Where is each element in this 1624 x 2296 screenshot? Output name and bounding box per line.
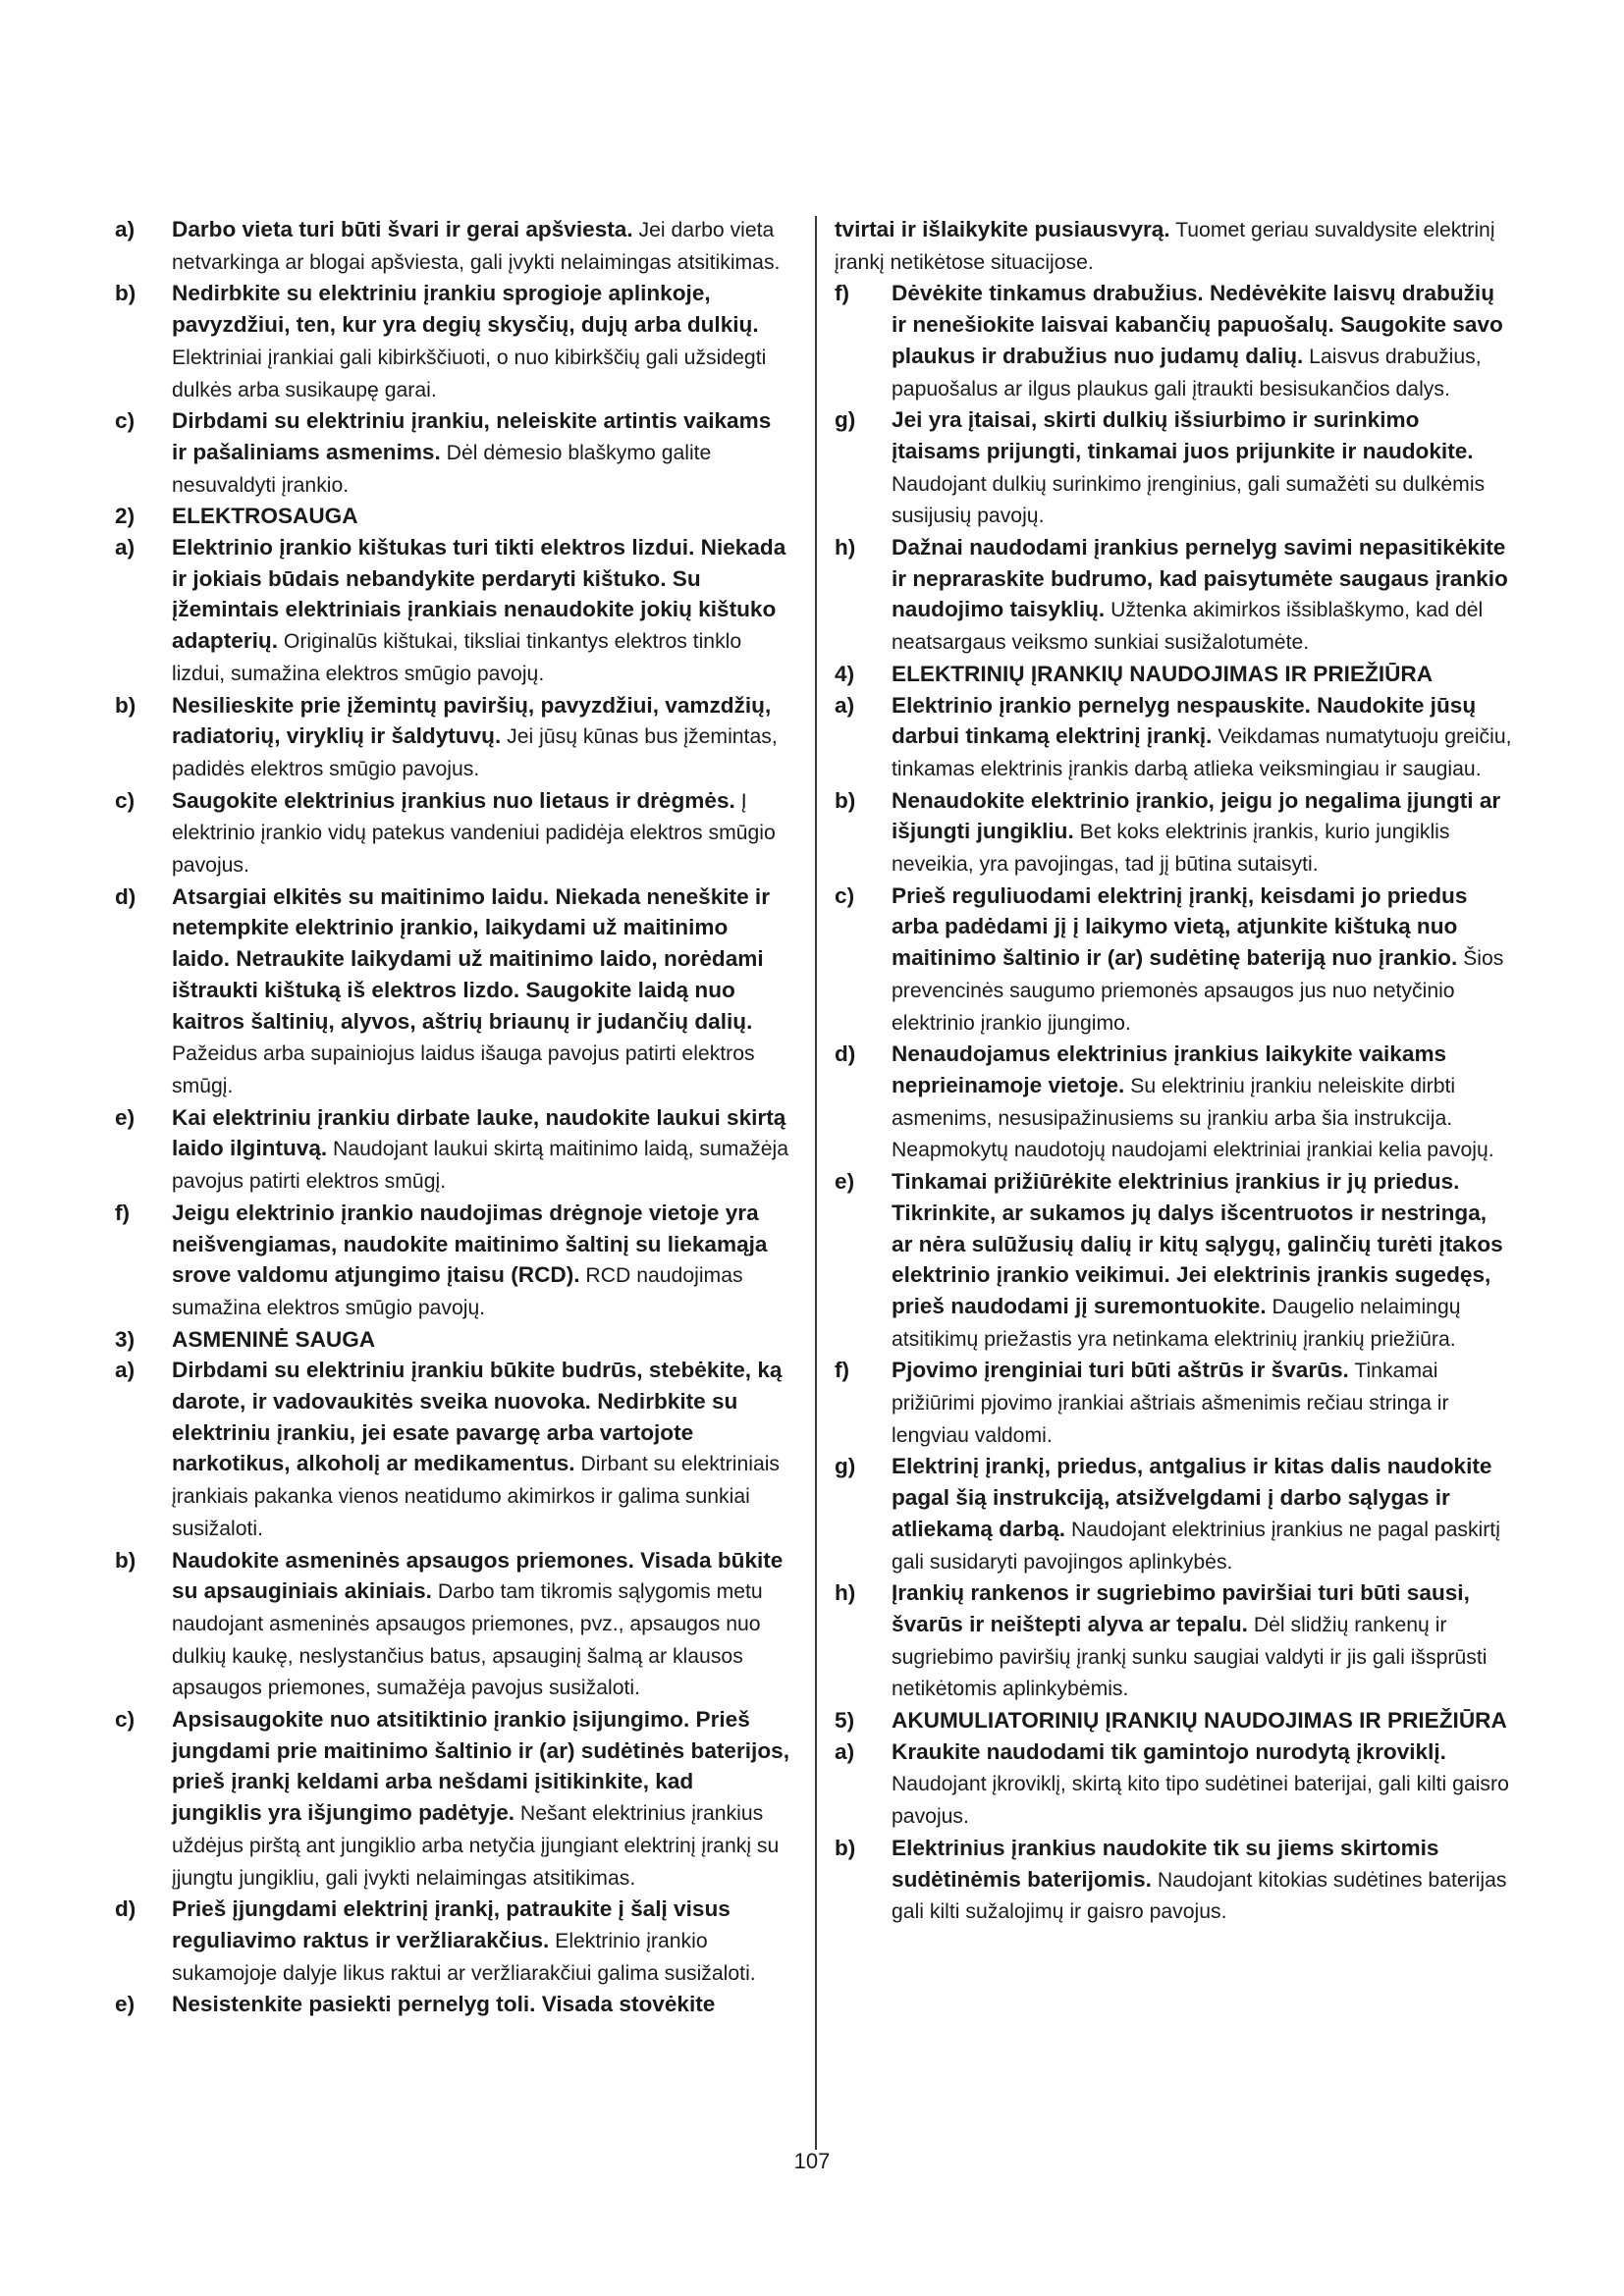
section-heading: 3) ASMENINĖ SAUGA bbox=[115, 1326, 376, 1352]
list-item: a) Elektrinio įrankio pernelyg nespauskite. Naudokite jūsų darbui tinkamą elektrinį įrankį. Veikdamas numatytuoju greičiu, tinkamas elektrinis įrankis darbą atlieka veiksmingiau ir saugiau. bbox=[835, 692, 1512, 780]
list-item: e) Nesistenkite pasiekti pernelyg toli. Visada stovėkite bbox=[115, 1992, 716, 2017]
list-item: b) Elektrinius įrankius naudokite tik su jiems skirtomis sudėtinėmis baterijomis. Naudojant kitokias sudėtines baterijas gali kilti sužalojimų ir gaisro pavojus. bbox=[835, 1835, 1507, 1924]
list-item: d) Nenaudojamus elektrinius įrankius laikykite vaikams neprieinamoje vietoje. Su elektriniu įrankiu neleiskite dirbti asmenims, nesusipažinusiems su įrankiu arba šia instrukcija. Neapmokytų naudotojų naudojami elektriniai įrankiai kelia pavojų. bbox=[835, 1041, 1494, 1162]
list-item: f) Dėvėkite tinkamus drabužius. Nedėvėkite laisvų drabužių ir nenešiokite laisvai kabančių papuošalų. Saugokite savo plaukus ir drabužius nuo judamų dalių. Laisvus drabužius, papuošalus ar ilgus plaukus gali įtraukti besisukančios dalys. bbox=[835, 281, 1503, 400]
list-item: b) Nenaudokite elektrinio įrankio, jeigu jo negalima įjungti ar išjungti jungikliu. Bet koks elektrinis įrankis, kurio jungiklis neveikia, yra pavojingas, tad jį būtina sutaisyti. bbox=[835, 787, 1501, 877]
list-item: f) Jeigu elektrinio įrankio naudojimas drėgnoje vietoje yra neišvengiamas, naudokite maitinimo šaltinį su liekamąja srove valdomu atjungimo įtaisu (RCD). RCD naudojimas sumažina elektros smūgio pavojų. bbox=[115, 1200, 768, 1319]
list-item: c) Saugokite elektrinius įrankius nuo lietaus ir drėgmės. Į elektrinio įrankio vidų patekus vandeniui padidėja elektros smūgio pavojus. bbox=[115, 787, 776, 878]
section-heading: 2) ELEKTROSAUGA bbox=[115, 504, 358, 529]
list-item: h) Įrankių rankenos ir sugriebimo paviršiai turi būti sausi, švarūs ir neištepti alyva ar tepalu. Dėl slidžių rankenų ir sugriebimo paviršių įrankį sunku saugiai valdyti ir jis gali išsprūsti netikėtomis aplinkybėmis. bbox=[835, 1580, 1488, 1701]
list-item: e) Kai elektriniu įrankiu dirbate lauke, naudokite laukui skirtą laido ilgintuvą. Naudojant laukui skirtą maitinimo laidą, sumažėja pavojus patirti elektros smūgį. bbox=[115, 1104, 789, 1194]
list-item: c) Dirbdami su elektriniu įrankiu, neleiskite artintis vaikams ir pašaliniams asmenims. Dėl dėmesio blaškymo galite nesuvaldyti įrankio. bbox=[115, 408, 772, 497]
page-number: 107 bbox=[793, 2149, 831, 2173]
section-heading: 4) ELEKTRINIŲ ĮRANKIŲ NAUDOJIMAS IR PRIEŽIŪRA bbox=[835, 661, 1434, 686]
right-column bbox=[835, 214, 1512, 1928]
left-column bbox=[115, 214, 789, 2021]
section-heading: 5) AKUMULIATORINIŲ ĮRANKIŲ NAUDOJIMAS IR PRIEŽIŪRA bbox=[835, 1708, 1507, 1734]
list-item: a) Dirbdami su elektriniu įrankiu būkite budrūs, stebėkite, ką darote, ir vadovaukitės sveika nuovoka. Nedirbkite su elektriniu įrankiu, jei esate pavargę arba vartojote narkotikus, alkoholį ar medikamentus. Dirbant su elektriniais įrankiais pakanka vienos neatidumo akimirkos ir galima sunkiai susižaloti. bbox=[115, 1358, 783, 1540]
list-item: a) Kraukite naudodami tik gamintojo nurodytą įkroviklį. Naudojant įkroviklį, skirtą kito tipo sudėtinei baterijai, gali kilti gaisro pavojus. bbox=[835, 1738, 1509, 1829]
list-item: a) Darbo vieta turi būti švari ir gerai apšviesta. Jei darbo vieta netvarkinga ar blogai apšviesta, gali įvykti nelaimingas atsitikimas. bbox=[115, 217, 781, 274]
column-divider bbox=[815, 216, 817, 2150]
list-item: c) Prieš reguliuodami elektrinį įrankį, keisdami jo priedus arba padėdami jį į laikymo vietą, atjunkite kištuką nuo maitinimo šaltinio ir (ar) sudėtinę bateriją nuo įrankio. Šios prevencinės saugumo priemonės apsaugos jus nuo netyčinio elektrinio įrankio įjungimo. bbox=[835, 882, 1504, 1035]
list-item: g) Elektrinį įrankį, priedus, antgalius ir kitas dalis naudokite pagal šią instrukciją, atsižvelgdami į darbo sąlygas ir atliekamą darbą. Naudojant elektrinius įrankius ne pagal paskirtį gali susidaryti pavojingos aplinkybės. bbox=[835, 1454, 1500, 1574]
list-item: c) Apsisaugokite nuo atsitiktinio įrankio įsijungimo. Prieš jungdami prie maitinimo šaltinio ir (ar) sudėtinės baterijos, prieš įrankį keldami arba nešdami įsitikinkite, kad jungiklis yra išjungimo padėtyje. Nešant elektrinius įrankius uždėjus pirštą ant jungiklio arba netyčia įjungiant elektrinį įrankį su įjungtu jungikliu, gali įvykti nelaimingas atsitikimas. bbox=[115, 1707, 789, 1890]
list-item: b) Naudokite asmeninės apsaugos priemones. Visada būkite su apsauginiais akiniais. Darbo tam tikromis sąlygomis metu naudojant asmeninės apsaugos priemones, pvz., apsaugos nuo dulkių kaukę, neslystančius batus, apsauginį šalmą ar klausos apsaugos priemones, sumažėja pavojus susižaloti. bbox=[115, 1547, 784, 1700]
list-item: d) Atsargiai elkitės su maitinimo laidu. Niekada neneškite ir netempkite elektrinio įrankio, laikydami už maitinimo laido. Netraukite laikydami už maitinimo laido, norėdami ištraukti kištuką iš elektros lizdo. Saugokite laidą nuo kaitros šaltinių, alyvos, aštrių briaunų ir judančių dalių. Pažeidus arba supainiojus laidus išauga pavojus patirti elektros smūgį. bbox=[115, 883, 770, 1097]
list-item: e) Tinkamai prižiūrėkite elektrinius įrankius ir jų priedus. Tikrinkite, ar sukamos jų dalys išcentruotos ir nestringa, ar nėra sulūžusių dalių ir kitų sąlygų, galinčių turėti įtakos elektrinio įrankio veikimui. Jei elektrinis įrankis sugedęs, prieš naudodami jį suremontuokite. Daugelio nelaimingų atsitikimų priežastis yra netinkama elektrinių įrankių priežiūra. bbox=[835, 1169, 1503, 1351]
list-item: f) Pjovimo įrenginiai turi būti aštrūs ir švarūs. Tinkamai prižiūrimi pjovimo įrankiai aštriais ašmenimis rečiau stringa ir lengviau valdomi. bbox=[835, 1358, 1449, 1447]
list-item: g) Jei yra įtaisai, skirti dulkių išsiurbimo ir surinkimo įtaisams prijungti, tinkamai juos prijunkite ir naudokite. Naudojant dulkių surinkimo įrenginius, gali sumažėti su dulkėmis susijusių pavojų. bbox=[835, 407, 1486, 528]
list-item: d) Prieš įjungdami elektrinį įrankį, patraukite į šalį visus reguliavimo raktus ir veržliarakčius. Elektrinio įrankio sukamojoje dalyje likus raktui ar veržliarakčiui galima susižaloti. bbox=[115, 1896, 756, 1985]
list-item: b) Nesilieskite prie įžemintų paviršių, pavyzdžiui, vamzdžių, radiatorių, viryklių ir šaldytuvų. Jei jūsų kūnas bus įžemintas, padidės elektros smūgio pavojus. bbox=[115, 692, 778, 780]
list-item: a) Elektrinio įrankio kištukas turi tikti elektros lizdui. Niekada ir jokiais būdais nebandykite perdaryti kištuko. Su įžemintais elektriniais įrankiais nenaudokite jokių kištuko adapterių. Originalūs kištukai, tiksliai tinkantys elektros tinklo lizdui, sumažina elektros smūgio pavojų. bbox=[115, 535, 786, 685]
continued-text: tvirtai ir išlaikykite pusiausvyrą. Tuomet geriau suvaldysite elektrinį įrankį netikėtose situacijose. bbox=[835, 217, 1495, 274]
list-item: h) Dažnai naudodami įrankius pernelyg savimi nepasitikėkite ir nepraraskite budrumo, kad paisytumėte saugaus įrankio naudojimo taisyklių. Užtenka akimirkos išsiblaškymo, kad dėl neatsargaus veiksmo sunkiai susižalotumėte. bbox=[835, 535, 1508, 655]
list-item: b) Nedirbkite su elektriniu įrankiu sprogioje aplinkoje, pavyzdžiui, ten, kur yra degių skysčių, dujų arba dulkių. Elektriniai įrankiai gali kibirkščiuoti, o nuo kibirkščių gali užsidegti dulkės arba susikaupę garai. bbox=[115, 281, 767, 401]
